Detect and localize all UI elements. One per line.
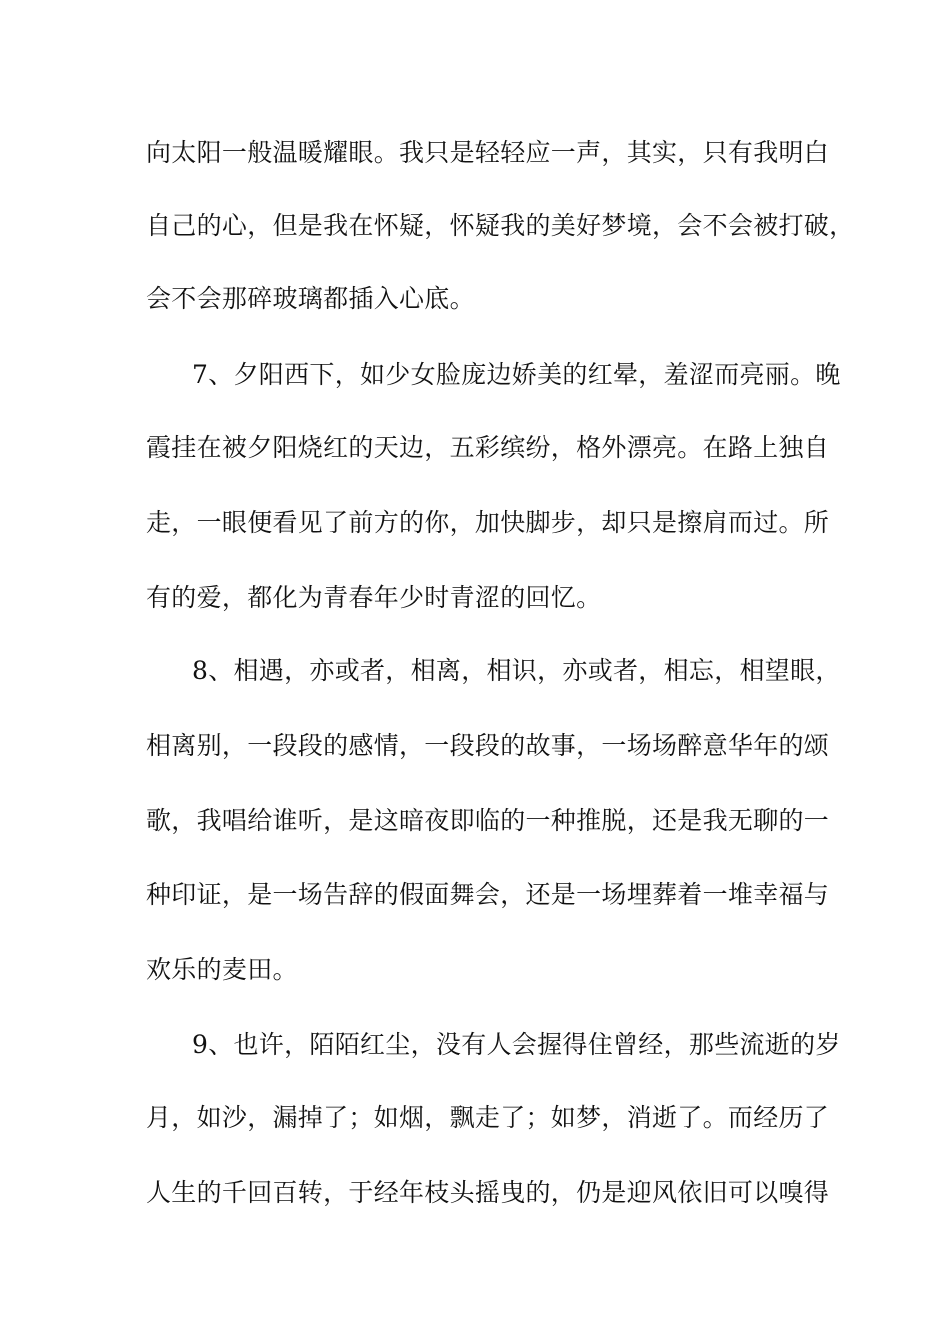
text-line: 走，一眼便看见了前方的你，加快脚步，却只是擦肩而过。所 [146, 508, 830, 537]
text-line: 霞挂在被夕阳烧红的天边，五彩缤纷，格外漂亮。在路上独自 [146, 433, 830, 462]
text-line: 自己的心，但是我在怀疑，怀疑我的美好梦境，会不会被打破， [146, 211, 855, 240]
text-line: 月，如沙，漏掉了；如烟，飘走了；如梦，消逝了。而经历了 [146, 1103, 830, 1132]
paragraph-8-first-line: 8、相遇，亦或者，相离，相识，亦或者，相忘，相望眼， [192, 656, 841, 685]
text-line: 人生的千回百转，于经年枝头摇曳的，仍是迎风依旧可以嗅得 [146, 1178, 830, 1207]
text-line: 相离别，一段段的感情，一段段的故事，一场场醉意华年的颂 [146, 731, 830, 760]
paragraph-7-first-line: 7、夕阳西下，如少女脸庞边娇美的红晕，羞涩而亮丽。晚 [192, 360, 841, 389]
text-line: 种印证，是一场告辞的假面舞会，还是一场埋葬着一堆幸福与 [146, 880, 830, 909]
paragraph-9-first-line: 9、也许，陌陌红尘，没有人会握得住曾经，那些流逝的岁 [192, 1030, 841, 1059]
text-line: 会不会那碎玻璃都插入心底。 [146, 284, 475, 313]
text-line: 有的爱，都化为青春年少时青涩的回忆。 [146, 583, 602, 612]
text-line: 向太阳一般温暖耀眼。我只是轻轻应一声，其实，只有我明白 [146, 138, 830, 167]
text-line: 歌，我唱给谁听，是这暗夜即临的一种推脱，还是我无聊的一 [146, 806, 830, 835]
text-line: 欢乐的麦田。 [146, 955, 298, 984]
